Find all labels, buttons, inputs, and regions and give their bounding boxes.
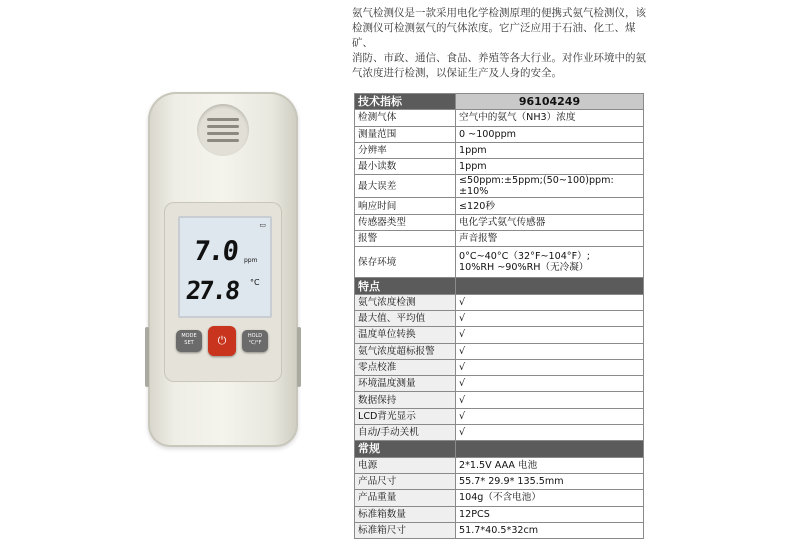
spec-key: 保存环境 xyxy=(355,247,456,278)
model-number: 96104249 xyxy=(456,94,644,110)
feature-key: LCD背光显示 xyxy=(355,408,456,424)
check-icon: √ xyxy=(456,392,644,408)
feature-key: 最大值、平均值 xyxy=(355,310,456,326)
spec-value: ≤120秒 xyxy=(456,198,644,214)
hold-label: HOLD xyxy=(247,333,263,339)
hold-unit-button[interactable] xyxy=(242,330,268,352)
intro-text xyxy=(352,6,652,81)
spec-value: 0 ~100ppm xyxy=(456,126,644,142)
spec-value: 电化学式氨气传感器 xyxy=(456,214,644,230)
lcd-gas-reading: 7.0 xyxy=(192,236,239,267)
check-icon: √ xyxy=(456,327,644,343)
spec-key: 传感器类型 xyxy=(355,214,456,230)
general-header-row xyxy=(355,441,644,457)
table-row xyxy=(355,457,644,473)
table-row xyxy=(355,343,644,359)
table-row xyxy=(355,198,644,214)
tech-header-row xyxy=(355,94,644,110)
intro-line: 氨气检测仪是一款采用电化学检测原理的便携式氨气检测仪，该 xyxy=(352,7,646,19)
spec-value xyxy=(456,247,644,278)
speaker-grille xyxy=(197,104,249,156)
check-icon: √ xyxy=(456,359,644,375)
check-icon: √ xyxy=(456,408,644,424)
table-row xyxy=(355,231,644,247)
table-row xyxy=(355,506,644,522)
table-row xyxy=(355,110,644,126)
power-button[interactable] xyxy=(208,326,236,356)
spec-key: 最小读数 xyxy=(355,159,456,175)
set-label: SET xyxy=(184,340,194,346)
feature-key: 环境温度测量 xyxy=(355,376,456,392)
env-temp-range: 0°C~40°C（32°F~104°F）; xyxy=(459,251,590,263)
spec-key: 测量范围 xyxy=(355,126,456,142)
intro-line: 消防、市政、通信、食品、养殖等各大行业。对作业环境中的氨 xyxy=(352,52,646,64)
tech-header: 技术指标 xyxy=(355,94,456,110)
feature-key: 温度单位转换 xyxy=(355,327,456,343)
spec-value: 1ppm xyxy=(456,142,644,158)
power-icon: ⏻ xyxy=(217,334,227,347)
table-row xyxy=(355,408,644,424)
spec-key: 最大误差 xyxy=(355,175,456,198)
general-value: 104g（不含电池） xyxy=(456,490,644,506)
feature-key: 氨气浓度检测 xyxy=(355,294,456,310)
general-value: 51.7*40.5*32cm xyxy=(456,522,644,538)
table-row xyxy=(355,327,644,343)
lcd-temp-reading: 27.8 xyxy=(184,276,240,305)
general-key: 标准箱数量 xyxy=(355,506,456,522)
battery-icon: ▭ xyxy=(259,221,266,229)
check-icon: √ xyxy=(456,343,644,359)
mode-label: MODE xyxy=(181,333,197,339)
spec-key: 检测气体 xyxy=(355,110,456,126)
general-header: 常规 xyxy=(355,441,456,457)
table-row xyxy=(355,425,644,441)
table-row xyxy=(355,473,644,489)
spec-key: 分辨率 xyxy=(355,142,456,158)
spec-value: ≤50ppm:±5ppm;(50~100)ppm:±10% xyxy=(456,175,644,198)
table-row xyxy=(355,522,644,538)
table-row xyxy=(355,126,644,142)
lcd-gas-unit: ppm xyxy=(244,257,258,264)
table-row xyxy=(355,247,644,278)
side-grip-left xyxy=(145,327,149,387)
check-icon: √ xyxy=(456,294,644,310)
table-row xyxy=(355,490,644,506)
feature-header-row xyxy=(355,278,644,294)
spec-value: 1ppm xyxy=(456,159,644,175)
intro-line: 检测仪可检测氨气的气体浓度。它广泛应用于石油、化工、煤矿、 xyxy=(352,22,636,49)
general-key: 电源 xyxy=(355,457,456,473)
table-row xyxy=(355,159,644,175)
general-value: 12PCS xyxy=(456,506,644,522)
feature-key: 数据保持 xyxy=(355,392,456,408)
general-key: 产品重量 xyxy=(355,490,456,506)
mode-set-button[interactable] xyxy=(176,330,202,352)
general-value: 55.7* 29.9* 135.5mm xyxy=(456,473,644,489)
spec-key: 响应时间 xyxy=(355,198,456,214)
check-icon: √ xyxy=(456,376,644,392)
general-key: 标准箱尺寸 xyxy=(355,522,456,538)
general-value: 2*1.5V AAA 电池 xyxy=(456,457,644,473)
feature-key: 自动/手动关机 xyxy=(355,425,456,441)
intro-line: 气浓度进行检测，以保证生产及人身的安全。 xyxy=(352,67,562,79)
env-humidity-range: 10%RH ~90%RH（无冷凝） xyxy=(459,262,589,274)
check-icon: √ xyxy=(456,310,644,326)
general-key: 产品尺寸 xyxy=(355,473,456,489)
table-row xyxy=(355,214,644,230)
table-row xyxy=(355,359,644,375)
check-icon: √ xyxy=(456,425,644,441)
feature-header: 特点 xyxy=(355,278,456,294)
spec-table xyxy=(354,93,644,539)
lcd-temp-unit: °C xyxy=(250,278,260,287)
table-row xyxy=(355,310,644,326)
spec-key: 报警 xyxy=(355,231,456,247)
side-grip-right xyxy=(297,327,301,387)
spec-value: 空气中的氨气（NH3）浓度 xyxy=(456,110,644,126)
table-row xyxy=(355,294,644,310)
table-row xyxy=(355,175,644,198)
feature-key: 氨气浓度超标报警 xyxy=(355,343,456,359)
lcd-screen xyxy=(178,216,272,318)
feature-key: 零点校准 xyxy=(355,359,456,375)
ammonia-detector-device xyxy=(148,92,298,447)
unit-label: °C/°F xyxy=(248,340,262,346)
table-row xyxy=(355,376,644,392)
table-row xyxy=(355,142,644,158)
table-row xyxy=(355,392,644,408)
spec-value: 声音报警 xyxy=(456,231,644,247)
